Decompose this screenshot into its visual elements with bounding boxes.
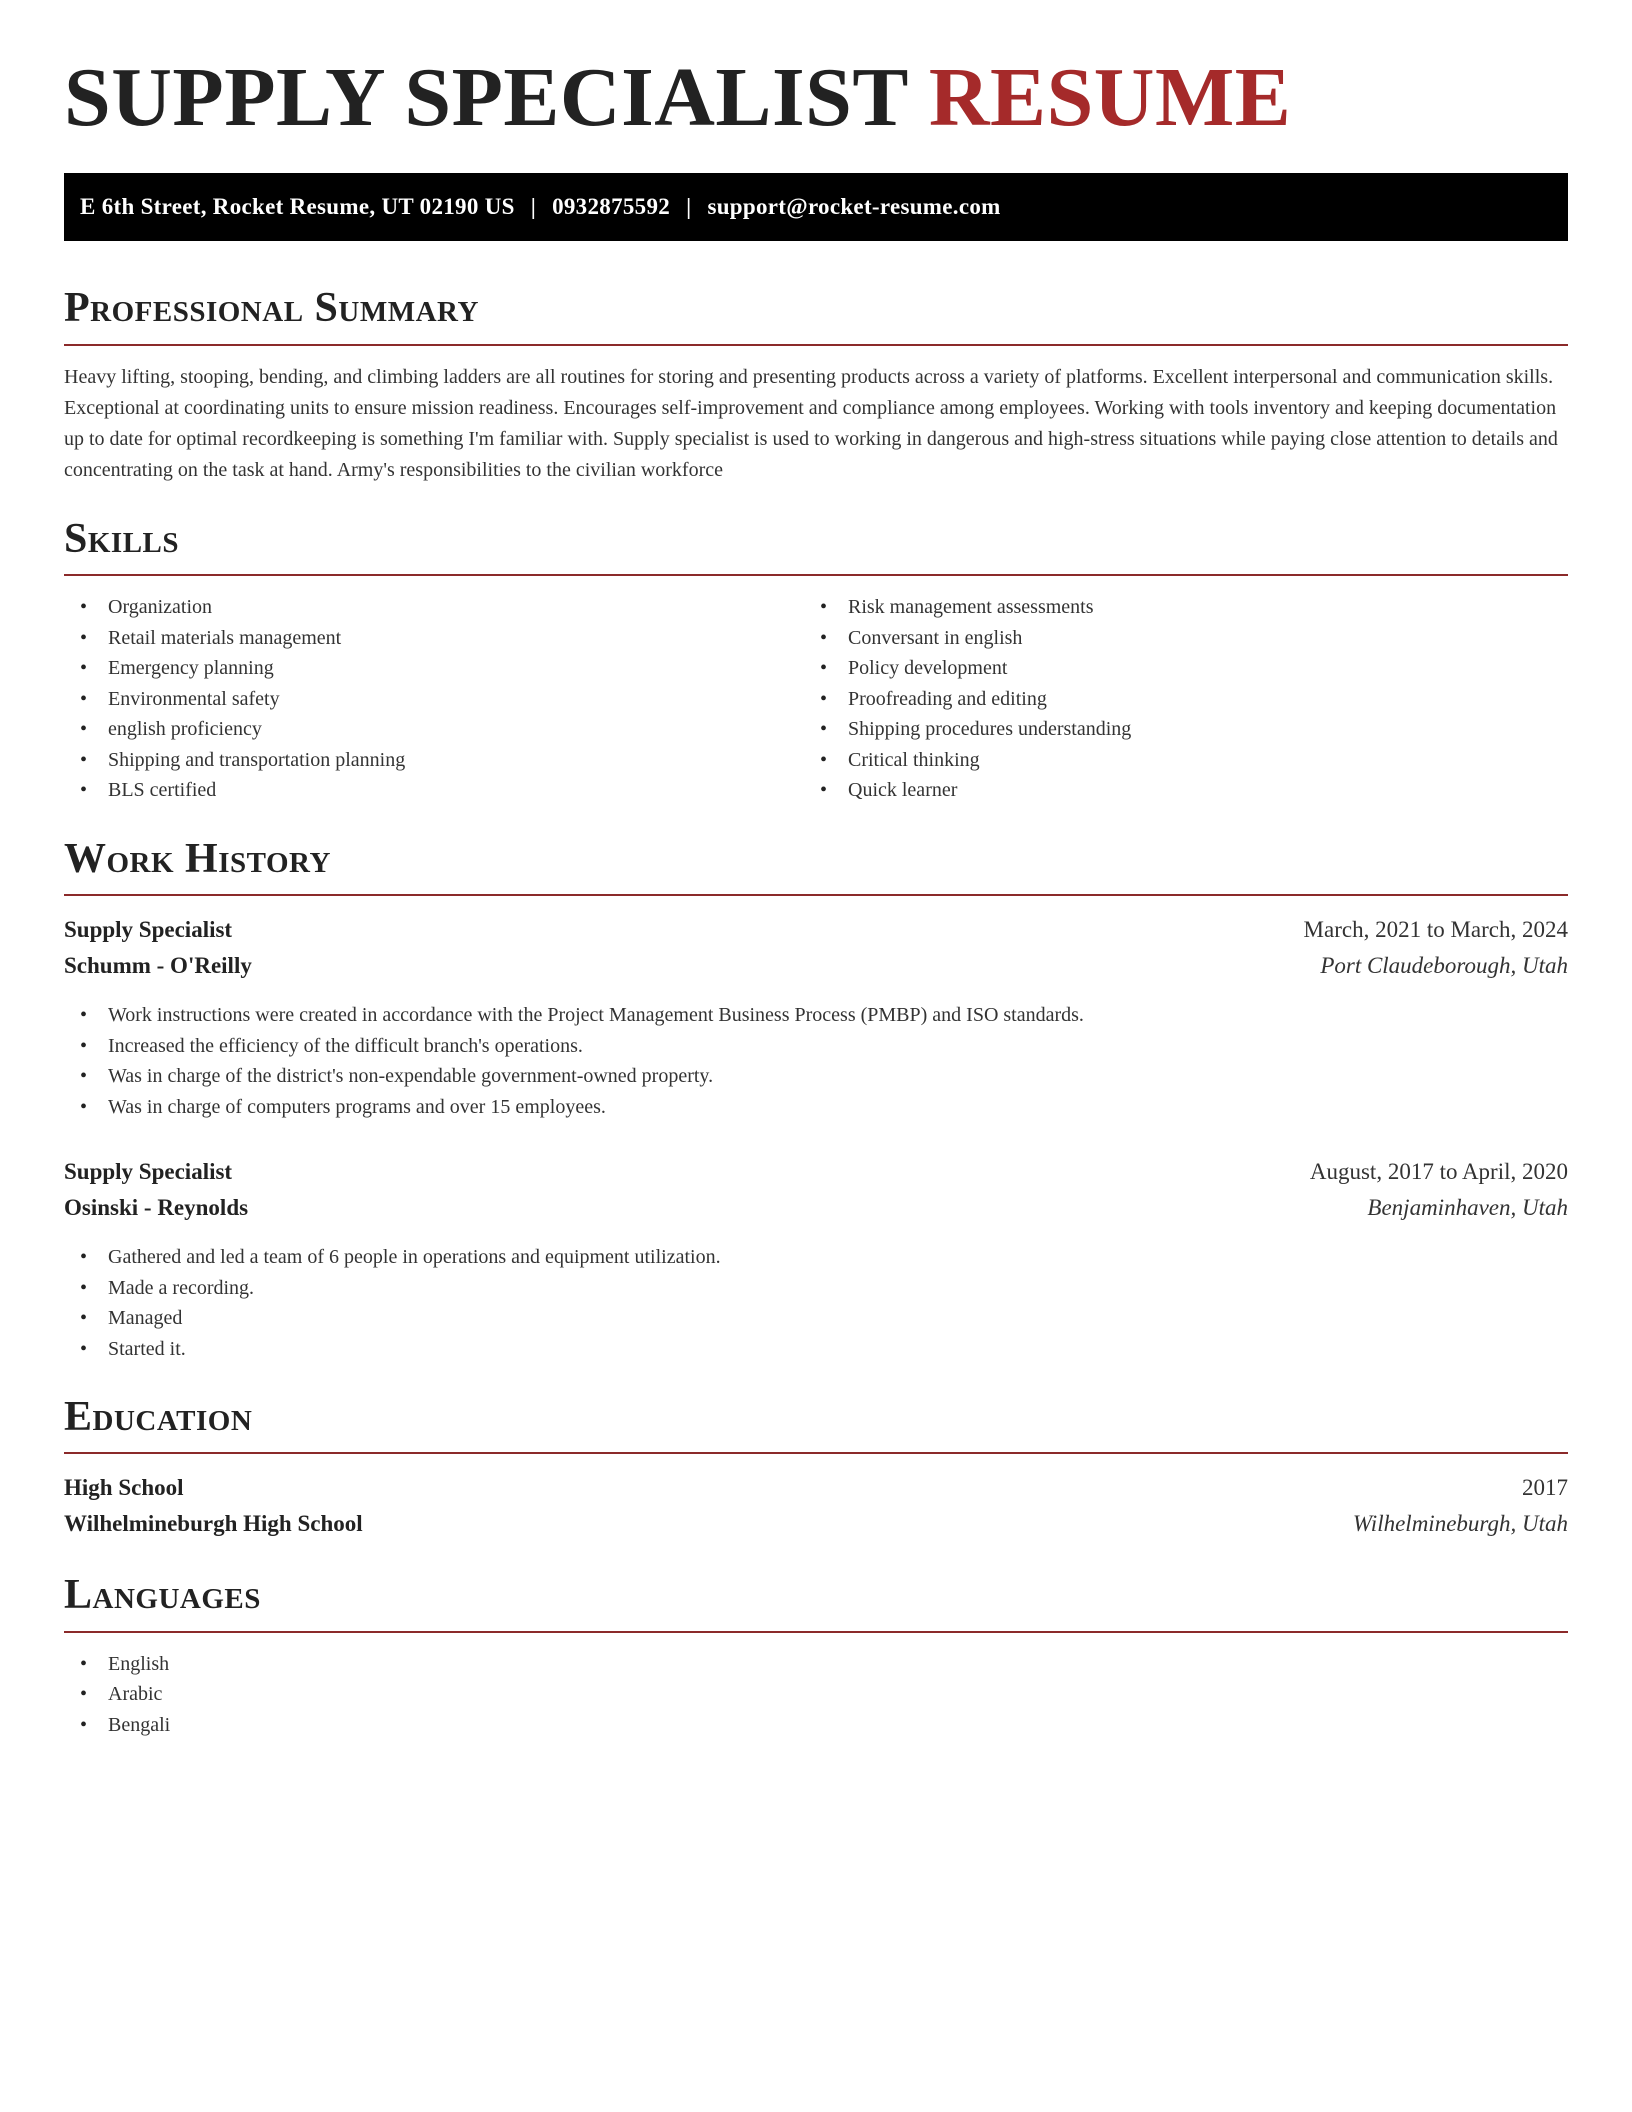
education-school-row: [64, 1506, 1568, 1542]
job-bullet: • Was in charge of computers programs and over 15 employees.: [64, 1092, 1568, 1123]
job-bullet: • Managed: [64, 1303, 1568, 1334]
skill-item: • Emergency planning: [64, 653, 804, 684]
job-location: Port Claudeborough, Utah: [1320, 953, 1568, 979]
education-degree: High School: [64, 1475, 184, 1501]
job-title: Supply Specialist: [64, 1159, 233, 1185]
language-item: • Arabic: [64, 1679, 1568, 1710]
education-year: 2017: [1522, 1475, 1568, 1501]
section-divider: [64, 1452, 1568, 1454]
contact-bar: [64, 173, 1568, 241]
summary-heading: Professional Summary: [64, 285, 479, 332]
work-heading: Work History: [64, 835, 331, 882]
languages-section: [64, 1570, 1568, 1740]
skill-item: • Conversant in english: [804, 623, 1544, 654]
skill-item: • Shipping procedures understanding: [804, 714, 1544, 745]
job-bullet: • Increased the efficiency of the difficult branch's operations.: [64, 1031, 1568, 1062]
contact-separator: |: [530, 194, 537, 220]
section-divider: [64, 1631, 1568, 1633]
section-divider: [64, 344, 1568, 346]
work-section: [64, 834, 1568, 1364]
title-accent: RESUME: [928, 51, 1292, 144]
job-bullet: • Work instructions were created in accordance with the Project Management Business Process (PMBP) and ISO standards.: [64, 1000, 1568, 1031]
skill-item: • Organization: [64, 592, 804, 623]
job-company: Osinski - Reynolds: [64, 1195, 249, 1221]
job-header-row: [64, 1154, 1568, 1190]
job-company-row: [64, 1190, 1568, 1226]
education-heading: Education: [64, 1394, 253, 1441]
skill-item: • Policy development: [804, 653, 1544, 684]
resume-title: [64, 52, 1568, 144]
job-bullet: • Was in charge of the district's non-expendable government-owned property.: [64, 1061, 1568, 1092]
job-bullet: • Made a recording.: [64, 1273, 1568, 1304]
skill-item: • Critical thinking: [804, 745, 1544, 776]
languages-heading: Languages: [64, 1572, 261, 1619]
section-divider: [64, 894, 1568, 896]
job-entry: [64, 1154, 1568, 1364]
skill-item: • Quick learner: [804, 775, 1544, 806]
job-bullet: • Started it.: [64, 1334, 1568, 1365]
skill-item: • Risk management assessments: [804, 592, 1544, 623]
language-item: • Bengali: [64, 1710, 1568, 1741]
education-school: Wilhelmineburgh High School: [64, 1511, 363, 1537]
job-location: Benjaminhaven, Utah: [1367, 1195, 1568, 1221]
skills-section: [64, 514, 1568, 806]
skill-item: • english proficiency: [64, 714, 804, 745]
languages-list: [64, 1649, 1568, 1741]
job-bullet: • Gathered and led a team of 6 people in operations and equipment utilization.: [64, 1242, 1568, 1273]
job-title: Supply Specialist: [64, 917, 233, 943]
skills-grid: [64, 592, 1568, 806]
language-item: • English: [64, 1649, 1568, 1680]
job-entry: [64, 912, 1568, 1122]
skill-item: • Shipping and transportation planning: [64, 745, 804, 776]
skills-list-left: [64, 592, 804, 806]
job-company-row: [64, 948, 1568, 984]
skill-item: • Proofreading and editing: [804, 684, 1544, 715]
job-dates: March, 2021 to March, 2024: [1303, 917, 1568, 943]
contact-address: E 6th Street, Rocket Resume, UT 02190 US: [80, 194, 515, 220]
title-main: SUPPLY SPECIALIST: [64, 51, 908, 144]
skills-heading: Skills: [64, 515, 180, 562]
education-entry: [64, 1470, 1568, 1542]
job-company: Schumm - O'Reilly: [64, 953, 252, 979]
section-divider: [64, 574, 1568, 576]
skill-item: • Environmental safety: [64, 684, 804, 715]
summary-text: Heavy lifting, stooping, bending, and climbing ladders are all routines for storing and presenting products across a variety of platforms. Excellent interpersonal and communication skills. Exceptional at coordinating units to ensure mission readiness. Encourages self-improvement and compliance among employees. Working with tools inventory and keeping documentation up to date for optimal recordkeeping is something I'm familiar with. Supply specialist is used to working in dangerous and high-stress situations while paying close attention to details and concentrating on the task at hand. Army's responsibilities to the civilian workforce: [64, 365, 1558, 481]
job-bullets: [64, 1000, 1568, 1122]
education-header-row: [64, 1470, 1568, 1506]
education-location: Wilhelmineburgh, Utah: [1352, 1511, 1568, 1537]
job-header-row: [64, 912, 1568, 948]
job-dates: August, 2017 to April, 2020: [1309, 1159, 1568, 1185]
education-section: [64, 1392, 1568, 1542]
contact-email[interactable]: support@rocket-resume.com: [707, 194, 1001, 220]
skills-list-right: [804, 592, 1544, 806]
contact-separator: |: [686, 194, 692, 220]
contact-phone: 0932875592: [552, 194, 671, 220]
job-bullets: [64, 1242, 1568, 1364]
skill-item: • Retail materials management: [64, 623, 804, 654]
skill-item: • BLS certified: [64, 775, 804, 806]
summary-section: [64, 283, 1568, 485]
